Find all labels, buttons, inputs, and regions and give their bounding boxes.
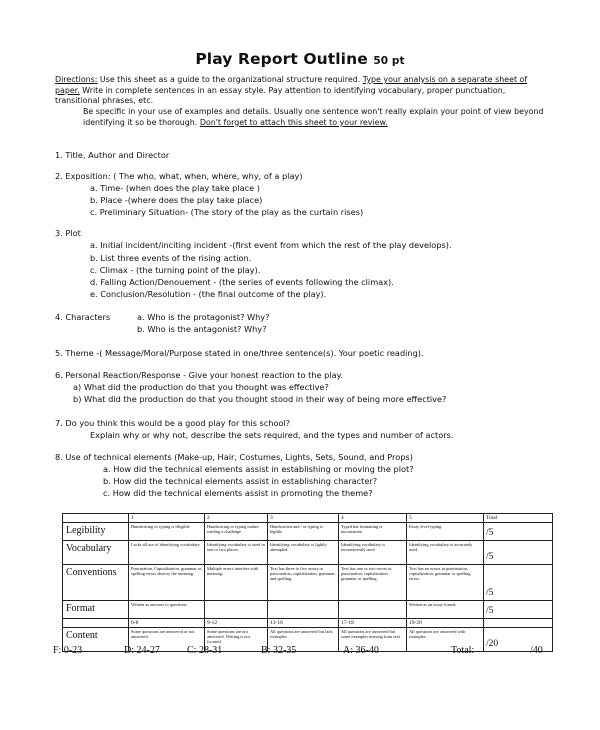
- outline-item-6b: b) What did the production do that you thought stood in their way of being more effective?: [73, 394, 447, 404]
- outline-item-2b: b. Place -(where does the play take place): [90, 195, 263, 205]
- outline-item-2c: c. Preliminary Situation- (The story of the play as the curtain rises): [90, 207, 364, 217]
- directions-text-1: Use this sheet as a guide to the organizational structure required.: [97, 75, 363, 84]
- rubric-category: Vocabulary: [63, 541, 129, 565]
- rubric-score-cell: 17-18: [339, 619, 407, 628]
- grade-b: B: 32-35: [261, 645, 297, 656]
- rubric-row-legibility: [63, 523, 553, 541]
- rubric-header-cell: 4: [339, 514, 407, 523]
- directions-text-2: Write in complete sentences in an essay style. Pay attention to identifying vocabulary, proper punctuation, transitional phrases, etc.: [55, 85, 506, 106]
- title-points: 50 pt: [373, 55, 405, 67]
- rubric-cell: All questions are answered but lack examples.: [268, 628, 339, 652]
- outline-item-5: 5. Theme -( Message/Moral/Purpose stated in one/three sentence(s). Your poetic reading).: [55, 348, 424, 358]
- outline-item-7-explain: Explain why or why not, describe the sets required, and the types and number of actors.: [90, 430, 454, 440]
- rubric-total: /5: [484, 523, 553, 541]
- rubric-score-cell: 0-8: [129, 619, 205, 628]
- rubric-cell: Lacks all use of identifying vocabulary: [129, 541, 205, 565]
- outline-item-8b: b. How did the technical elements assist in establishing character?: [103, 476, 378, 486]
- rubric-total: /5: [484, 541, 553, 565]
- rubric-header-cell: Total: [484, 514, 553, 523]
- rubric-cell: [205, 601, 268, 619]
- rubric-total: /5: [484, 565, 553, 601]
- directions-paragraph: [55, 75, 545, 129]
- rubric-cell: [339, 601, 407, 619]
- rubric-cell: Handwritten and / or typing is legible.: [268, 523, 339, 541]
- rubric-score-cell: 9-12: [205, 619, 268, 628]
- outline-item-3e: e. Conclusion/Resolution - (the final outcome of the play).: [90, 289, 327, 299]
- title-text: Play Report Outline: [195, 50, 368, 68]
- grade-f: F: 0-23: [53, 645, 83, 656]
- rubric-cell: Written as answers to questions: [129, 601, 205, 619]
- outline-item-3d: d. Falling Action/Denouement - (the series of events following the climax).: [90, 277, 394, 287]
- outline-item-6a: a) What did the production do that you thought was effective?: [73, 382, 329, 392]
- outline-item-8: 8. Use of technical elements (Make-up, Hair, Costumes, Lights, Sets, Sound, and Props): [55, 452, 413, 462]
- page-title: [0, 50, 600, 68]
- rubric-cell: [268, 601, 339, 619]
- outline-item-1: 1. Title, Author and Director: [55, 150, 170, 160]
- rubric-score-row: [63, 619, 553, 628]
- rubric-row-conventions: [63, 565, 553, 601]
- rubric-cell: Typed but formatting is inconsistent: [339, 523, 407, 541]
- rubric-category: Format: [63, 601, 129, 619]
- rubric-cell: All questions are answered but some examples missing from text.: [339, 628, 407, 652]
- outline-item-4b: b. Who is the antagonist? Why?: [137, 324, 267, 334]
- outline-item-4: 4. Characters: [55, 312, 111, 322]
- directions-text-3: Be specific in your use of examples and details. Usually one sentence won't really explain your point of view beyond identifying it so be thorough.: [83, 107, 544, 127]
- rubric-cell: Written as an essay format: [407, 601, 484, 619]
- rubric-cell: Some questions are not answered. Writing is not focused.: [205, 628, 268, 652]
- rubric-cell: Essay level typing.: [407, 523, 484, 541]
- rubric-header-cell: 5: [407, 514, 484, 523]
- rubric-score-cell: [484, 619, 553, 628]
- rubric-score-cell: [63, 619, 129, 628]
- outline-item-8c: c. How did the technical elements assist in promoting the theme?: [103, 488, 373, 498]
- rubric-header-cell: 3: [268, 514, 339, 523]
- outline-item-3b: b. List three events of the rising action.: [90, 253, 252, 263]
- rubric-total: /5: [484, 601, 553, 619]
- directions-underline-2: Don't forget to attach this sheet to your review.: [199, 117, 388, 127]
- rubric-score-cell: 19-20: [407, 619, 484, 628]
- rubric-cell: All questions are answered with examples.: [407, 628, 484, 652]
- rubric-cell: Identifying vocabulary is accurately used.: [407, 541, 484, 565]
- rubric-row-vocabulary: [63, 541, 553, 565]
- outline-item-2a: a. Time- (when does the play take place ): [90, 183, 260, 193]
- grade-d: D: 24-27: [124, 645, 160, 656]
- rubric-cell: Some questions are answered or not answered.: [129, 628, 205, 652]
- grade-c: C: 28-31: [187, 645, 223, 656]
- rubric-header-cell: [63, 514, 129, 523]
- rubric-score-cell: 13-16: [268, 619, 339, 628]
- grade-total-label: Total:: [451, 645, 475, 656]
- outline-item-3: 3. Plot: [55, 228, 81, 238]
- outline-item-2: 2. Exposition: ( The who, what, when, where, why, of a play): [55, 171, 303, 181]
- grade-total-value: /40: [530, 645, 543, 656]
- grade-a: A: 36-40: [343, 645, 379, 656]
- rubric-category: Content: [63, 628, 129, 652]
- rubric-row-format: [63, 601, 553, 619]
- rubric-cell: Punctuation, Capitalization, grammar or spelling errors destroy the meaning.: [129, 565, 205, 601]
- rubric-cell: Multiple errors interfere with meaning.: [205, 565, 268, 601]
- rubric-header-cell: 1: [129, 514, 205, 523]
- directions-label: Directions:: [55, 75, 98, 84]
- rubric-cell: Text has one or two errors in punctuation, capitalization, grammar or spelling.: [339, 565, 407, 601]
- rubric-category: Legibility: [63, 523, 129, 541]
- outline-item-4a: a. Who is the protagonist? Why?: [137, 312, 270, 322]
- outline-item-8a: a. How did the technical elements assist in establishing or moving the plot?: [103, 464, 414, 474]
- rubric-cell: Handwriting or typing is illegible: [129, 523, 205, 541]
- rubric-cell: Text has no errors in punctuation, capitalization, grammar or spelling errors.: [407, 565, 484, 601]
- rubric-cell: Text has three to five errors in punctuation, capitalization, grammar, and spelling.: [268, 565, 339, 601]
- outline-item-3a: a. Initial incident/inciting incident -(first event from which the rest of the play develops).: [90, 240, 452, 250]
- outline-item-7: 7. Do you think this would be a good play for this school?: [55, 418, 291, 428]
- rubric-header-cell: 2: [205, 514, 268, 523]
- rubric-cell: Identifying vocabulary is used in one or two places.: [205, 541, 268, 565]
- grade-scale: [0, 645, 600, 659]
- rubric-cell: Identifying vocabulary is lightly attempted.: [268, 541, 339, 565]
- rubric-category: Conventions: [63, 565, 129, 601]
- grading-rubric-table: [62, 513, 553, 652]
- rubric-total: /20: [484, 628, 553, 652]
- outline-item-3c: c. Climax - (the turning point of the play).: [90, 265, 261, 275]
- outline-item-6: 6. Personal Reaction/Response - Give your honest reaction to the play.: [55, 370, 343, 380]
- rubric-cell: Handwriting or typing makes reading a challenge: [205, 523, 268, 541]
- rubric-cell: Identifying vocabulary is inconsistently used.: [339, 541, 407, 565]
- rubric-header-row: [63, 514, 553, 523]
- directions-underline-1: Type your analysis on a separate sheet of paper.: [55, 75, 528, 95]
